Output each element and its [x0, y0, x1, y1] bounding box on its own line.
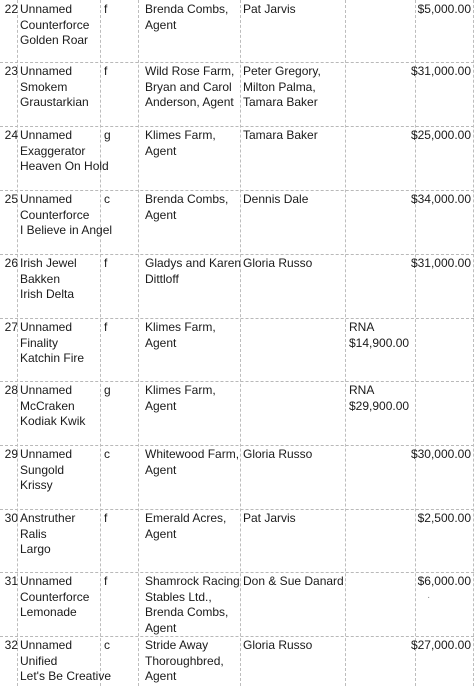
pedigree-line: Heaven On Hold [20, 159, 109, 173]
pedigree-line: Unnamed [20, 383, 73, 397]
row-divider [0, 636, 474, 637]
sex-code: f [104, 511, 108, 525]
consignor-line: Bryan and Carol [145, 79, 232, 94]
buyer-line: Milton Palma, [243, 79, 316, 94]
pedigree-line: Golden Roar [20, 33, 89, 47]
hip-number: 27 [4, 320, 18, 334]
column-divider [415, 0, 416, 686]
column-divider [100, 0, 101, 686]
sale-price: $34,000.00 [410, 192, 471, 206]
buyer-cell [243, 511, 296, 527]
hip-number: 32 [4, 638, 18, 652]
horse-pedigree-cell [20, 64, 89, 111]
consignor-cell [145, 192, 228, 223]
row-divider [0, 509, 474, 510]
row-divider [0, 126, 474, 127]
consignor-line: Agent [145, 335, 177, 350]
horse-pedigree-cell [20, 638, 111, 685]
row-divider [0, 572, 474, 573]
row-divider [0, 62, 474, 63]
sex-code: g [104, 128, 111, 142]
rna-line: RNA [349, 320, 375, 334]
sex-code: c [104, 638, 110, 652]
buyer-cell [243, 447, 312, 463]
horse-pedigree-cell [20, 2, 89, 49]
buyer-line: Pat Jarvis [243, 511, 296, 525]
rna-cell [349, 320, 409, 351]
buyer-line: Pat Jarvis [243, 2, 296, 16]
sex-code: f [104, 320, 108, 334]
consignor-line: Brenda Combs, [145, 192, 229, 206]
pedigree-line: Unnamed [20, 64, 73, 78]
pedigree-line: Lemonade [20, 605, 77, 619]
buyer-cell [243, 638, 312, 654]
row-divider [0, 445, 474, 446]
hip-number: 23 [4, 64, 18, 78]
pedigree-line: Bakken [20, 271, 61, 286]
rna-line: $14,900.00 [349, 335, 410, 350]
pedigree-line: Unnamed [20, 638, 73, 652]
rna-line: $29,900.00 [349, 398, 410, 413]
pedigree-line: Smokem [20, 79, 68, 94]
scan-speck: · [427, 592, 431, 603]
consignor-cell [145, 638, 224, 685]
consignor-line: Anderson, Agent [145, 95, 234, 109]
horse-pedigree-cell [20, 320, 84, 367]
consignor-line: Dittloff [145, 271, 179, 286]
consignor-line: Agent [145, 17, 177, 32]
pedigree-line: Counterforce [20, 17, 90, 32]
row-divider [0, 254, 474, 255]
buyer-line: Don & Sue Danard [243, 574, 344, 588]
sex-code: c [104, 192, 110, 206]
consignor-cell [145, 383, 216, 414]
row-divider [0, 381, 474, 382]
consignor-line: Agent [145, 398, 177, 413]
horse-pedigree-cell [20, 383, 85, 430]
pedigree-line: Ralis [20, 526, 47, 541]
buyer-line: Gloria Russo [243, 256, 313, 270]
consignor-line: Klimes Farm, [145, 383, 216, 397]
consignor-cell [145, 256, 241, 287]
consignor-cell [145, 64, 234, 111]
horse-pedigree-cell [20, 256, 77, 303]
buyer-line: Gloria Russo [243, 638, 313, 652]
hip-number: 22 [4, 2, 18, 16]
sex-code: f [104, 2, 108, 16]
consignor-line: Stride Away [145, 638, 209, 652]
horse-pedigree-cell [20, 128, 109, 175]
hip-number: 28 [4, 383, 18, 397]
buyer-cell [243, 2, 296, 18]
sale-price: $5,000.00 [417, 2, 471, 16]
pedigree-line: Graustarkian [20, 95, 89, 109]
horse-pedigree-cell [20, 511, 75, 558]
consignor-line: Wild Rose Farm, [145, 64, 235, 78]
pedigree-line: McCraken [20, 398, 75, 413]
pedigree-line: I Believe in Angel [20, 223, 113, 237]
pedigree-line: Sungold [20, 462, 65, 477]
buyer-cell [243, 128, 318, 144]
consignor-line: Brenda Combs, [145, 605, 229, 619]
buyer-line: Dennis Dale [243, 192, 309, 206]
pedigree-line: Unnamed [20, 128, 73, 142]
buyer-cell [243, 574, 344, 590]
sale-price: $6,000.00 [417, 574, 471, 588]
sale-price: $25,000.00 [410, 128, 471, 142]
pedigree-line: Unnamed [20, 2, 73, 16]
consignor-line: Agent [145, 143, 177, 158]
consignor-line: Whitewood Farm, [145, 447, 240, 461]
hip-number: 31 [4, 574, 18, 588]
sale-price: $30,000.00 [410, 447, 471, 461]
pedigree-line: Krissy [20, 478, 53, 492]
horse-pedigree-cell [20, 192, 112, 239]
sex-code: f [104, 256, 108, 270]
sale-price: $2,500.00 [417, 511, 471, 525]
pedigree-line: Irish Jewel [20, 256, 77, 270]
consignor-line: Stables Ltd., [145, 589, 212, 604]
sex-code: f [104, 64, 108, 78]
hip-number: 29 [4, 447, 18, 461]
consignor-line: Shamrock Racing [145, 574, 240, 588]
consignor-line: Klimes Farm, [145, 320, 216, 334]
buyer-line: Gloria Russo [243, 447, 313, 461]
consignor-cell [145, 2, 228, 33]
consignor-line: Agent [145, 669, 177, 683]
consignor-line: Thoroughbred, [145, 653, 224, 668]
buyer-line: Tamara Baker [243, 95, 318, 109]
pedigree-line: Unnamed [20, 320, 73, 334]
consignor-cell [145, 511, 226, 542]
sex-code: c [104, 447, 110, 461]
consignor-cell [145, 574, 240, 636]
pedigree-line: Unnamed [20, 447, 73, 461]
consignor-line: Agent [145, 207, 177, 222]
consignor-line: Klimes Farm, [145, 128, 216, 142]
column-divider [240, 0, 241, 686]
pedigree-line: Exaggerator [20, 143, 86, 158]
consignor-line: Agent [145, 620, 177, 635]
buyer-cell [243, 256, 312, 272]
buyer-cell [243, 192, 308, 208]
pedigree-line: Finality [20, 335, 59, 350]
buyer-cell [243, 64, 321, 111]
buyer-line: Tamara Baker [243, 128, 318, 142]
consignor-cell [145, 320, 216, 351]
pedigree-line: Unnamed [20, 574, 73, 588]
row-divider [0, 190, 474, 191]
consignor-line: Agent [145, 526, 177, 541]
consignor-cell [145, 128, 216, 159]
consignor-cell [145, 447, 239, 478]
rna-cell [349, 383, 409, 414]
consignor-line: Gladys and Karen [145, 256, 242, 270]
consignor-line: Agent [145, 462, 177, 477]
pedigree-line: Counterforce [20, 207, 90, 222]
hip-number: 26 [4, 256, 18, 270]
pedigree-line: Irish Delta [20, 287, 75, 301]
pedigree-line: Counterforce [20, 589, 90, 604]
sex-code: f [104, 574, 108, 588]
hip-number: 25 [4, 192, 18, 206]
sale-price: $31,000.00 [410, 256, 471, 270]
horse-pedigree-cell [20, 574, 89, 621]
pedigree-line: Largo [20, 542, 51, 556]
sale-price: $27,000.00 [410, 638, 471, 652]
pedigree-line: Kodiak Kwik [20, 414, 86, 428]
pedigree-line: Unified [20, 653, 58, 668]
hip-number: 30 [4, 511, 18, 525]
horse-pedigree-cell [20, 447, 72, 494]
row-divider [0, 318, 474, 319]
column-divider [138, 0, 139, 686]
pedigree-line: Unnamed [20, 192, 73, 206]
pedigree-line: Katchin Fire [20, 351, 85, 365]
hip-number: 24 [4, 128, 18, 142]
consignor-line: Brenda Combs, [145, 2, 229, 16]
rna-line: RNA [349, 383, 375, 397]
buyer-line: Peter Gregory, [243, 64, 321, 78]
sale-price: $31,000.00 [410, 64, 471, 78]
pedigree-line: Anstruther [20, 511, 76, 525]
column-divider [345, 0, 346, 686]
sex-code: g [104, 383, 111, 397]
consignor-line: Emerald Acres, [145, 511, 227, 525]
pedigree-line: Let's Be Creative [20, 669, 112, 683]
